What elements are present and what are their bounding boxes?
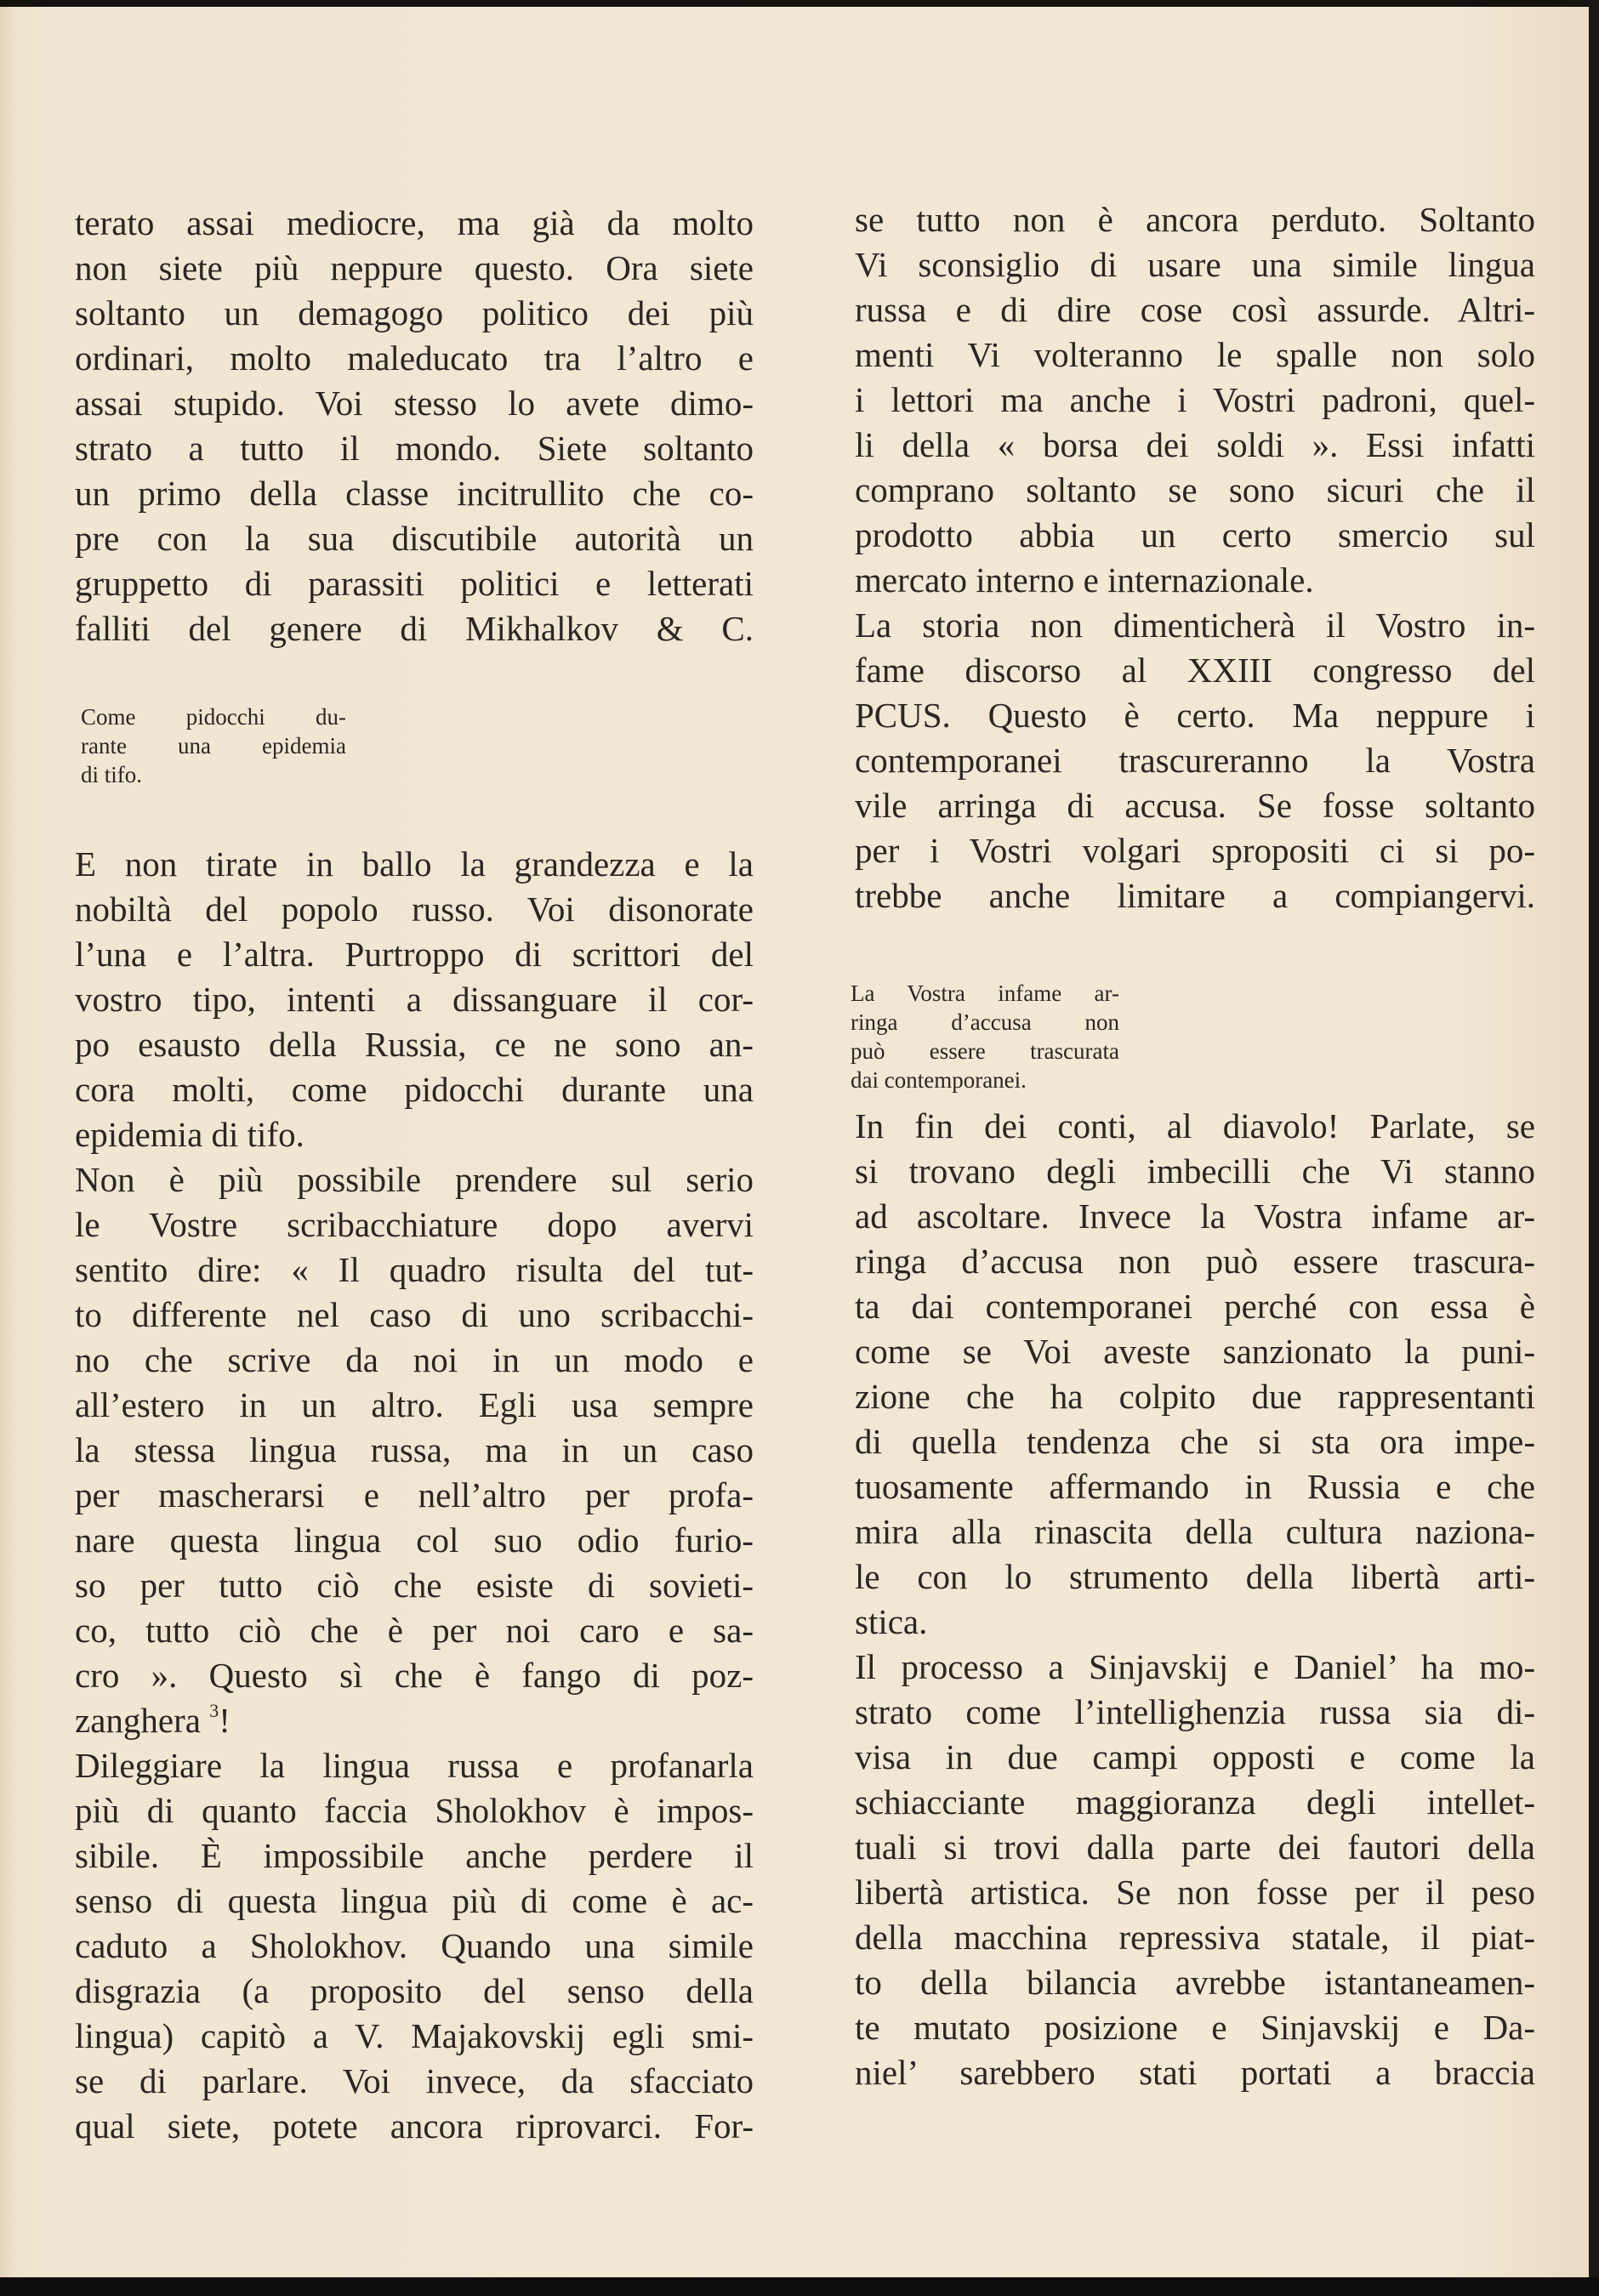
text-line: strato come l’intellighenzia russa sia di- xyxy=(855,1692,1535,1731)
text-line: sibile. È impossibile anche perdere il xyxy=(75,1836,754,1875)
text-line: contemporanei trascureranno la Vostra xyxy=(855,741,1535,780)
text-line: sentito dire: « Il quadro risulta del tut- xyxy=(75,1250,754,1289)
text-line: niel’ sarebbero stati portati a braccia xyxy=(855,2053,1535,2092)
text-line: vile arringa di accusa. Se fosse soltanto xyxy=(855,786,1535,825)
text-line: le Vostre scribacchiature dopo avervi xyxy=(75,1205,754,1244)
text-line: so per tutto ciò che esiste di sovieti- xyxy=(75,1566,754,1605)
text-line: assai stupido. Voi stesso lo avete dimo- xyxy=(75,384,754,423)
text-line: più di quanto faccia Sholokhov è impos- xyxy=(75,1791,754,1830)
text-line: mercato interno e internazionale. xyxy=(855,560,1314,600)
text-line: nobiltà del popolo russo. Voi disonorate xyxy=(75,889,754,929)
text-line: In fin dei conti, al diavolo! Parlate, se xyxy=(855,1106,1535,1145)
text-line: Non è più possibile prendere sul serio xyxy=(75,1160,754,1199)
text-line: russa e di dire cose così assurde. Altri- xyxy=(855,290,1535,329)
right-column-paragraph-1 xyxy=(855,197,1535,918)
text-line: falliti del genere di Mikhalkov & C. xyxy=(75,609,754,648)
text-line: Vi sconsiglio di usare una simile lingua xyxy=(855,245,1535,284)
text-line: ringa d’accusa non xyxy=(851,1009,1119,1035)
text-line: prodotto abbia un certo smercio sul xyxy=(855,515,1535,554)
text-line: gruppetto di parassiti politici e letterati xyxy=(75,564,754,603)
text-line: no che scrive da noi in un modo e xyxy=(75,1340,754,1379)
text-line: tuosamente affermando in Russia e che xyxy=(855,1467,1535,1506)
scan-border-right xyxy=(1589,0,1599,2296)
text-line: ad ascoltare. Invece la Vostra infame ar- xyxy=(855,1196,1535,1236)
text-line: ta dai contemporanei perché con essa è xyxy=(855,1287,1535,1326)
text-line: epidemia di tifo. xyxy=(75,1115,304,1154)
text-line: schiacciante maggioranza degli intellet- xyxy=(855,1782,1535,1821)
text-line: un primo della classe incitrullito che co- xyxy=(75,474,754,513)
scan-border-bottom xyxy=(0,2277,1599,2296)
text-line: zione che ha colpito due rappresentanti xyxy=(855,1377,1535,1416)
right-column-paragraph-2 xyxy=(855,1104,1535,2095)
text-line: comprano soltanto se sono sicuri che il xyxy=(855,470,1535,509)
left-column-paragraph-2 xyxy=(75,842,754,2149)
left-column-paragraph-1 xyxy=(75,201,754,651)
text-line: soltanto un demagogo politico dei più xyxy=(75,293,754,332)
text-line: Il processo a Sinjavskij e Daniel’ ha mo- xyxy=(855,1647,1535,1686)
text-line: della macchina repressiva statale, il piat- xyxy=(855,1918,1535,1957)
text-line: po esausto della Russia, ce ne sono an- xyxy=(75,1025,754,1064)
text-line: nare questa lingua col suo odio furio- xyxy=(75,1520,754,1560)
footnote-marker: 3 xyxy=(209,1700,219,1721)
text-line: te mutato posizione e Sinjavskij e Da- xyxy=(855,2008,1535,2047)
text-line: se tutto non è ancora perduto. Soltanto xyxy=(855,200,1535,239)
text-line: visa in due campi opposti e come la xyxy=(855,1737,1535,1776)
scan-border-top xyxy=(0,0,1599,7)
text-line: La Vostra infame ar- xyxy=(851,980,1119,1006)
text-line: cora molti, come pidocchi durante una xyxy=(75,1070,754,1109)
text-line: per mascherarsi e nell’altro per profa- xyxy=(75,1475,754,1515)
text-line: cro ». Questo sì che è fango di poz- xyxy=(75,1656,754,1695)
text-line: trebbe anche limitare a compiangervi. xyxy=(855,876,1535,915)
text-line: di quella tendenza che si sta ora impe- xyxy=(855,1422,1535,1461)
right-margin-note xyxy=(851,979,1119,1094)
text-line: E non tirate in ballo la grandezza e la xyxy=(75,844,754,884)
text-line: l’una e l’altra. Purtroppo di scrittori del xyxy=(75,935,754,974)
line-text-tail: ! xyxy=(219,1701,230,1740)
text-line: qual siete, potete ancora riprovarci. For- xyxy=(75,2106,754,2145)
text-line: stica. xyxy=(855,1602,928,1641)
text-line: fame discorso al XXIII congresso del xyxy=(855,651,1535,690)
text-line: lingua) capitò a V. Majakovskij egli smi- xyxy=(75,2016,754,2055)
left-margin-note xyxy=(81,702,346,789)
text-line: co, tutto ciò che è per noi caro e sa- xyxy=(75,1611,754,1650)
text-line: come se Voi aveste sanzionato la puni- xyxy=(855,1332,1535,1371)
text-line: La storia non dimenticherà il Vostro in- xyxy=(855,605,1535,645)
text-line: disgrazia (a proposito del senso della xyxy=(75,1971,754,2010)
text-line: può essere trascurata xyxy=(851,1038,1119,1064)
text-line: li della « borsa dei soldi ». Essi infatti xyxy=(855,425,1535,464)
text-line: Come pidocchi du- xyxy=(81,704,346,730)
text-line: per i Vostri volgari spropositi ci si po- xyxy=(855,831,1535,870)
text-line: rante una epidemia xyxy=(81,733,346,759)
text-line: menti Vi volteranno le spalle non solo xyxy=(855,335,1535,374)
text-line: senso di questa lingua più di come è ac- xyxy=(75,1881,754,1920)
text-line: terato assai mediocre, ma già da molto xyxy=(75,203,754,242)
text-line: to differente nel caso di uno scribacchi- xyxy=(75,1295,754,1334)
text-line: all’estero in un altro. Egli usa sempre xyxy=(75,1385,754,1424)
text-line: le con lo strumento della libertà arti- xyxy=(855,1557,1535,1596)
text-line: ringa d’accusa non può essere trascura- xyxy=(855,1242,1535,1281)
text-line: libertà artistica. Se non fosse per il peso xyxy=(855,1873,1535,1912)
text-line: la stessa lingua russa, ma in un caso xyxy=(75,1430,754,1469)
text-line: i lettori ma anche i Vostri padroni, quel- xyxy=(855,380,1535,419)
text-line: to della bilancia avrebbe istantaneamen- xyxy=(855,1963,1535,2002)
text-line: mira alla rinascita della cultura naziona- xyxy=(855,1512,1535,1551)
text-line: tuali si trovi dalla parte dei fautori della xyxy=(855,1827,1535,1867)
text-line: caduto a Sholokhov. Quando una simile xyxy=(75,1926,754,1965)
line-text: zanghera xyxy=(75,1701,210,1740)
text-line: se di parlare. Voi invece, da sfacciato xyxy=(75,2061,754,2100)
text-line: di tifo. xyxy=(81,762,142,787)
text-line: non siete più neppure questo. Ora siete xyxy=(75,248,754,287)
text-line: pre con la sua discutibile autorità un xyxy=(75,519,754,558)
text-line: vostro tipo, intenti a dissanguare il cor- xyxy=(75,980,754,1019)
text-line xyxy=(75,1698,754,1743)
text-line: Dileggiare la lingua russa e profanarla xyxy=(75,1746,754,1785)
text-line: strato a tutto il mondo. Siete soltanto xyxy=(75,429,754,468)
text-line: dai contemporanei. xyxy=(851,1067,1027,1093)
text-line: PCUS. Questo è certo. Ma neppure i xyxy=(855,696,1535,735)
text-line: si trovano degli imbecilli che Vi stanno xyxy=(855,1151,1535,1191)
text-line: ordinari, molto maleducato tra l’altro e xyxy=(75,338,754,378)
